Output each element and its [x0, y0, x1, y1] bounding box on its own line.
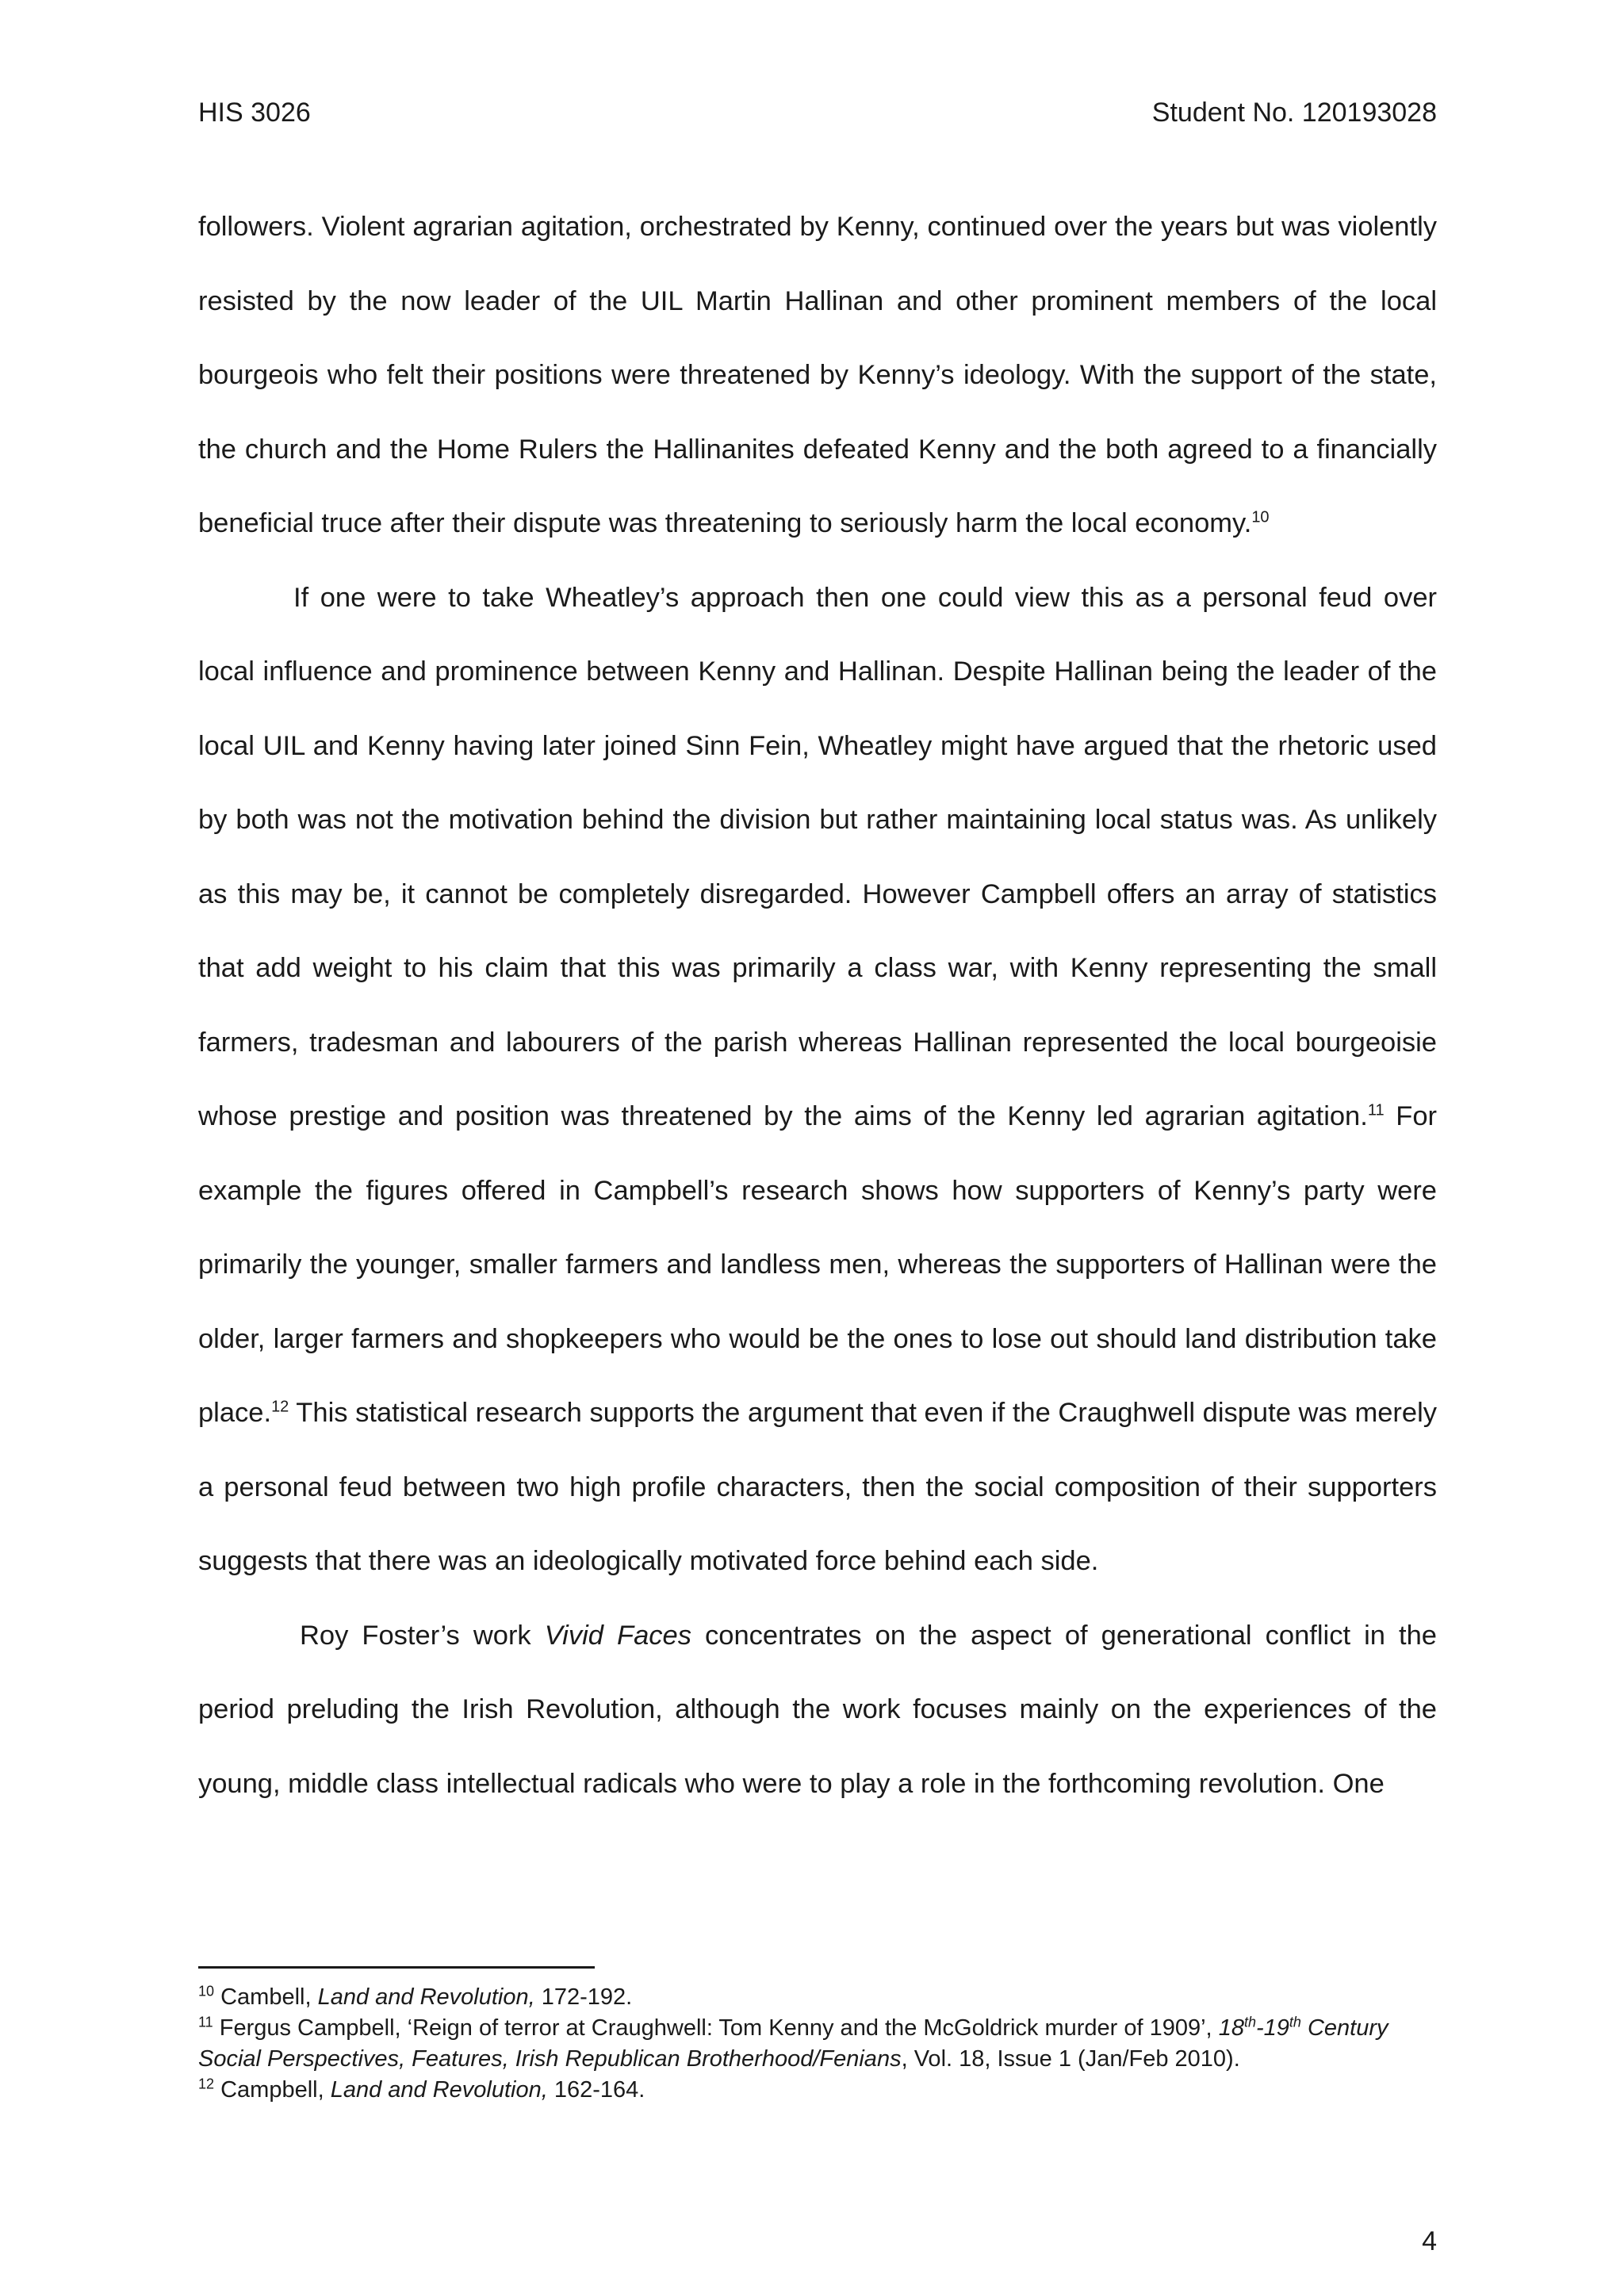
student-number: Student No. 120193028: [1151, 97, 1437, 128]
book-title: Vivid Faces: [544, 1620, 691, 1651]
paragraph-1: followers. Violent agrarian agitation, orchestrated by Kenny, continued over the years but was violently resisted by the now leader of the UIL Martin Hallinan and other prominent members of the local bourgeois who felt their positions were threatened by Kenny’s ideology. With the support of the state, the church and the Home Rulers the Hallinanites defeated Kenny and the both agreed to a financially beneficial truce after their dispute was threatening to seriously harm the local economy.$^{10}$: [198, 212, 1437, 538]
footnote-divider: [198, 1966, 595, 1969]
page-number: 4: [1422, 2226, 1437, 2256]
footnote-ref-10[interactable]: 10: [1251, 508, 1270, 526]
body-text: [198, 190, 1437, 1821]
paragraph-3: Roy Foster’s work Vivid Faces concentrates on the aspect of generational conflict in the period preluding the Irish Revolution, although the work focuses mainly on the experiences of the young, middle class intellectual radicals who were to play a role in the forthcoming revolution. One: [198, 1620, 1437, 1799]
course-code: HIS 3026: [198, 97, 311, 128]
footnotes: [198, 1982, 1443, 2106]
footnote-11: $^{11}$ Fergus Campbell, ‘Reign of terror at Craughwell: Tom Kenny and the McGoldrick murder of 1909’, 18th-19th Century Social Perspectives, Features, Irish Republican Brotherhood/Fenians, Vol. 18, Issue 1 (Jan/Feb 2010).: [198, 2014, 1388, 2072]
page-header: [198, 94, 1437, 132]
paragraph-2: If one were to take Wheatley’s approach then one could view this as a personal feud over local influence and prominence between Kenny and Hallinan. Despite Hallinan being the leader of the local UIL and Kenny having later joined Sinn Fein, Wheatley might have argued that the rhetoric used by both was not the motivation behind the division but rather maintaining local status was. As unlikely as this may be, it cannot be completely disregarded. However Campbell offers an array of statistics that add weight to his claim that this was primarily a class war, with Kenny representing the small farmers, tradesman and labourers of the parish whereas Hallinan represented the local bourgeoisie whose prestige and position was threatened by the aims of the Kenny led agrarian agitation.$^{11}$ For example the figures offered in Campbell’s research shows how supporters of Kenny’s party were primarily the younger, smaller farmers and landless men, whereas the supporters of Hallinan were the older, larger farmers and shopkeepers who would be the ones to lose out should land distribution take place.$^{12}$ This statistical research supports the argument that even if the Craughwell dispute was merely a personal feud between two high profile characters, then the social composition of their supporters suggests that there was an ideologically motivated force behind each side.: [198, 582, 1437, 1576]
footnote-12: $^{12}$ Campbell, Land and Revolution, 162-164.: [198, 2076, 645, 2103]
footnote-ref-11[interactable]: 11: [1367, 1101, 1385, 1119]
footnote-ref-12[interactable]: 12: [271, 1398, 289, 1416]
footnote-10: $^{10}$ Cambell, Land and Revolution, 172-192.: [198, 1983, 633, 2010]
